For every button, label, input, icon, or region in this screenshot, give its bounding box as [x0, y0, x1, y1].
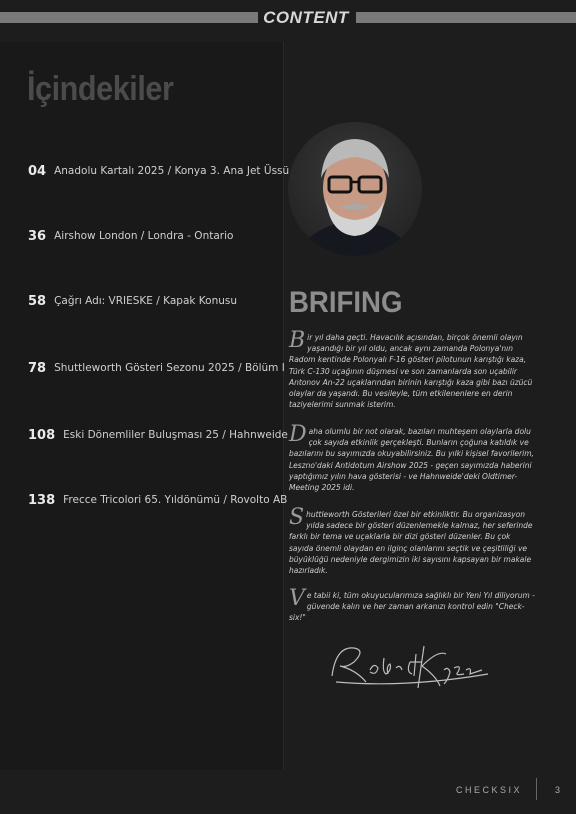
paragraph-text: aha olumlu bir not olarak, bazıları muhteşem olaylarla dolu çok sayıda etkinlik gerçekleşti. Bunların çoğuna katıldık ve bazılarını bu sayımızda okuyabilirsiniz. Bu yılki kişisel favorilerim, Leszno'daki Antidotum Airshow 2025 - geçen sayımızda haberini yaptığımız yılın hava gösterisi - ve Hahnweide'deki Oldtimer-Meeting 2025 idi.: [289, 427, 534, 493]
toc-item-title: Anadolu Kartalı 2025 / Konya 3. Ana Jet Üssü: [54, 165, 290, 177]
toc-item[interactable]: [28, 225, 233, 247]
article-paragraph: [289, 328, 537, 410]
toc-item-title: Eski Dönemliler Buluşması 25 / Hahnweide: [63, 429, 288, 441]
author-portrait: [288, 122, 422, 256]
header-rule-left: [0, 12, 258, 23]
toc-panel: [0, 42, 284, 770]
toc-title: İçindekiler: [27, 70, 174, 108]
article-heading: BRIFING: [289, 286, 403, 319]
footer-brand: CHECKSIX: [455, 785, 522, 795]
drop-cap: D: [289, 422, 307, 447]
paragraph-text: e tabii ki, tüm okuyucularımıza sağlıklı bir Yeni Yıl diliyorum - güvende kalın ve her zaman arkanızı kontrol edin "Check-six!": [289, 591, 535, 623]
drop-cap: S: [289, 505, 305, 530]
footer-divider: [536, 778, 537, 800]
toc-item[interactable]: [28, 424, 288, 446]
drop-cap: B: [289, 328, 306, 353]
toc-item-title: Frecce Tricolori 65. Yıldönümü / Rovolto AB: [63, 494, 288, 506]
paragraph-text: huttleworth Gösterileri özel bir etkinliktir. Bu organizasyon yılda sadece bir gösteri düzenlemekle kalmaz, her seferinde farklı bir tema ve uçaklarla bir dizi gösteri düzenler. Bu çok sayıda önemli olaydan en ilginç olanlarını seçtik ve çeşitliliği ve büyüklüğü nedeniyle dergimizin iki sayısını kapsayan bir makale hazırladık.: [289, 510, 533, 576]
toc-item[interactable]: [28, 290, 237, 312]
toc-item-title: Shuttleworth Gösteri Sezonu 2025 / Bölüm I: [54, 362, 285, 374]
content-header-bar: [0, 10, 576, 26]
header-rule-right: [356, 12, 576, 23]
toc-item[interactable]: [28, 160, 289, 182]
toc-item[interactable]: [28, 489, 287, 511]
toc-item-title: Çağrı Adı: VRIESKE / Kapak Konusu: [54, 295, 238, 307]
paragraph-text: ir yıl daha geçti. Havacılık açısından, birçok önemli olayın yaşandığı bir yıl oldu, ancak aynı zamanda Polonya'nın Radom kentinde Polonyalı F-16 gösteri pilotunun karıştığı kaza, Türk C-130 uçağının düşmesi ve son zamanlarda son uçabilir Antonov An-22 uçaklarından birinin karıştığı kaza gibi bazı üzücü olaylar da yaşandı. Bu vesileyle, tüm etkilenenlere en derin taziyelerimi sunmak isterim.: [289, 333, 533, 410]
toc-item-page: 138: [28, 492, 56, 508]
toc-item[interactable]: [28, 357, 285, 379]
toc-item-title: Airshow London / Londra - Ontario: [54, 230, 234, 242]
article-paragraph: [289, 422, 537, 493]
toc-item-page: 58: [28, 293, 47, 309]
toc-item-page: 36: [28, 228, 47, 244]
drop-cap: V: [289, 586, 305, 611]
article-paragraph: [289, 586, 537, 624]
author-signature: [326, 636, 496, 692]
toc-item-page: 108: [28, 427, 56, 443]
content-header-label: CONTENT: [263, 8, 349, 27]
page-number: 3: [555, 785, 561, 795]
toc-item-page: 78: [28, 360, 47, 376]
toc-item-page: 04: [28, 163, 47, 179]
article-paragraph: [289, 505, 537, 576]
author-portrait-illustration: [288, 122, 422, 256]
page-footer: [0, 785, 576, 797]
